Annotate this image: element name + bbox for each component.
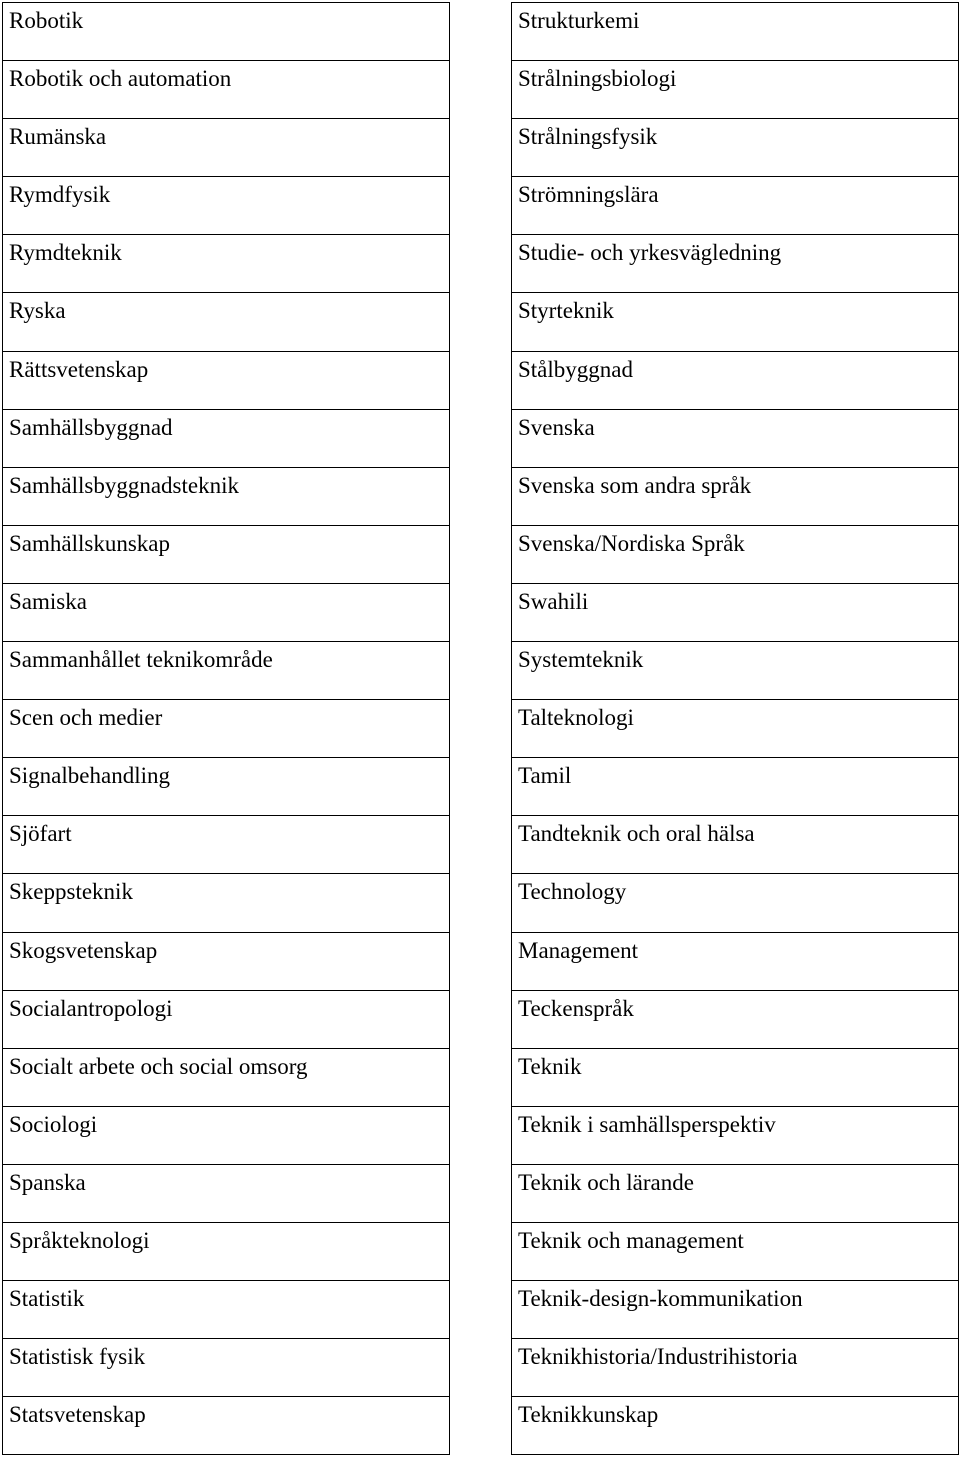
subject-cell: Technology [512,874,958,932]
subject-cell: Systemteknik [512,642,958,700]
left-subject-column [2,2,450,1455]
right-subject-column [511,2,959,1455]
subject-cell: Teknik-design-kommunikation [512,1281,958,1339]
subject-cell: Talteknologi [512,700,958,758]
subject-cell: Samiska [3,584,449,642]
subject-cell: Teknik och management [512,1223,958,1281]
subject-cell: Teknik i samhällsperspektiv [512,1107,958,1165]
subject-cell: Statistik [3,1281,449,1339]
subject-cell: Språkteknologi [3,1223,449,1281]
subject-cell: Skogsvetenskap [3,933,449,991]
subject-cell: Rymdfysik [3,177,449,235]
subject-cell: Teknikkunskap [512,1397,958,1455]
subject-cell: Spanska [3,1165,449,1223]
subject-cell: Scen och medier [3,700,449,758]
subject-cell: Tandteknik och oral hälsa [512,816,958,874]
subject-cell: Stålbyggnad [512,352,958,410]
subject-cell: Sammanhållet teknikområde [3,642,449,700]
subject-cell: Socialantropologi [3,991,449,1049]
subject-cell: Samhällsbyggnad [3,410,449,468]
subject-cell: Teknik [512,1049,958,1107]
subject-cell: Teckenspråk [512,991,958,1049]
subject-cell: Studie- och yrkesvägledning [512,235,958,293]
subject-cell: Strömningslära [512,177,958,235]
subject-cell: Rymdteknik [3,235,449,293]
subject-cell: Skeppsteknik [3,874,449,932]
subject-cell: Robotik och automation [3,61,449,119]
subject-cell: Socialt arbete och social omsorg [3,1049,449,1107]
subject-cell: Statistisk fysik [3,1339,449,1397]
subject-cell: Management [512,933,958,991]
subject-cell: Teknik och lärande [512,1165,958,1223]
subject-cell: Strålningsfysik [512,119,958,177]
subject-cell: Robotik [3,3,449,61]
subject-cell: Rättsvetenskap [3,352,449,410]
subject-cell: Samhällsbyggnadsteknik [3,468,449,526]
subject-cell: Signalbehandling [3,758,449,816]
subject-cell: Rumänska [3,119,449,177]
subject-cell: Sjöfart [3,816,449,874]
subject-cell: Statsvetenskap [3,1397,449,1455]
subject-cell: Sociologi [3,1107,449,1165]
subject-cell: Swahili [512,584,958,642]
subject-cell: Svenska [512,410,958,468]
subject-cell: Teknikhistoria/Industrihistoria [512,1339,958,1397]
subject-cell: Svenska/Nordiska Språk [512,526,958,584]
subject-cell: Svenska som andra språk [512,468,958,526]
subject-cell: Samhällskunskap [3,526,449,584]
subject-cell: Ryska [3,293,449,351]
subject-cell: Strålningsbiologi [512,61,958,119]
subject-cell: Strukturkemi [512,3,958,61]
subject-cell: Tamil [512,758,958,816]
subject-cell: Styrteknik [512,293,958,351]
